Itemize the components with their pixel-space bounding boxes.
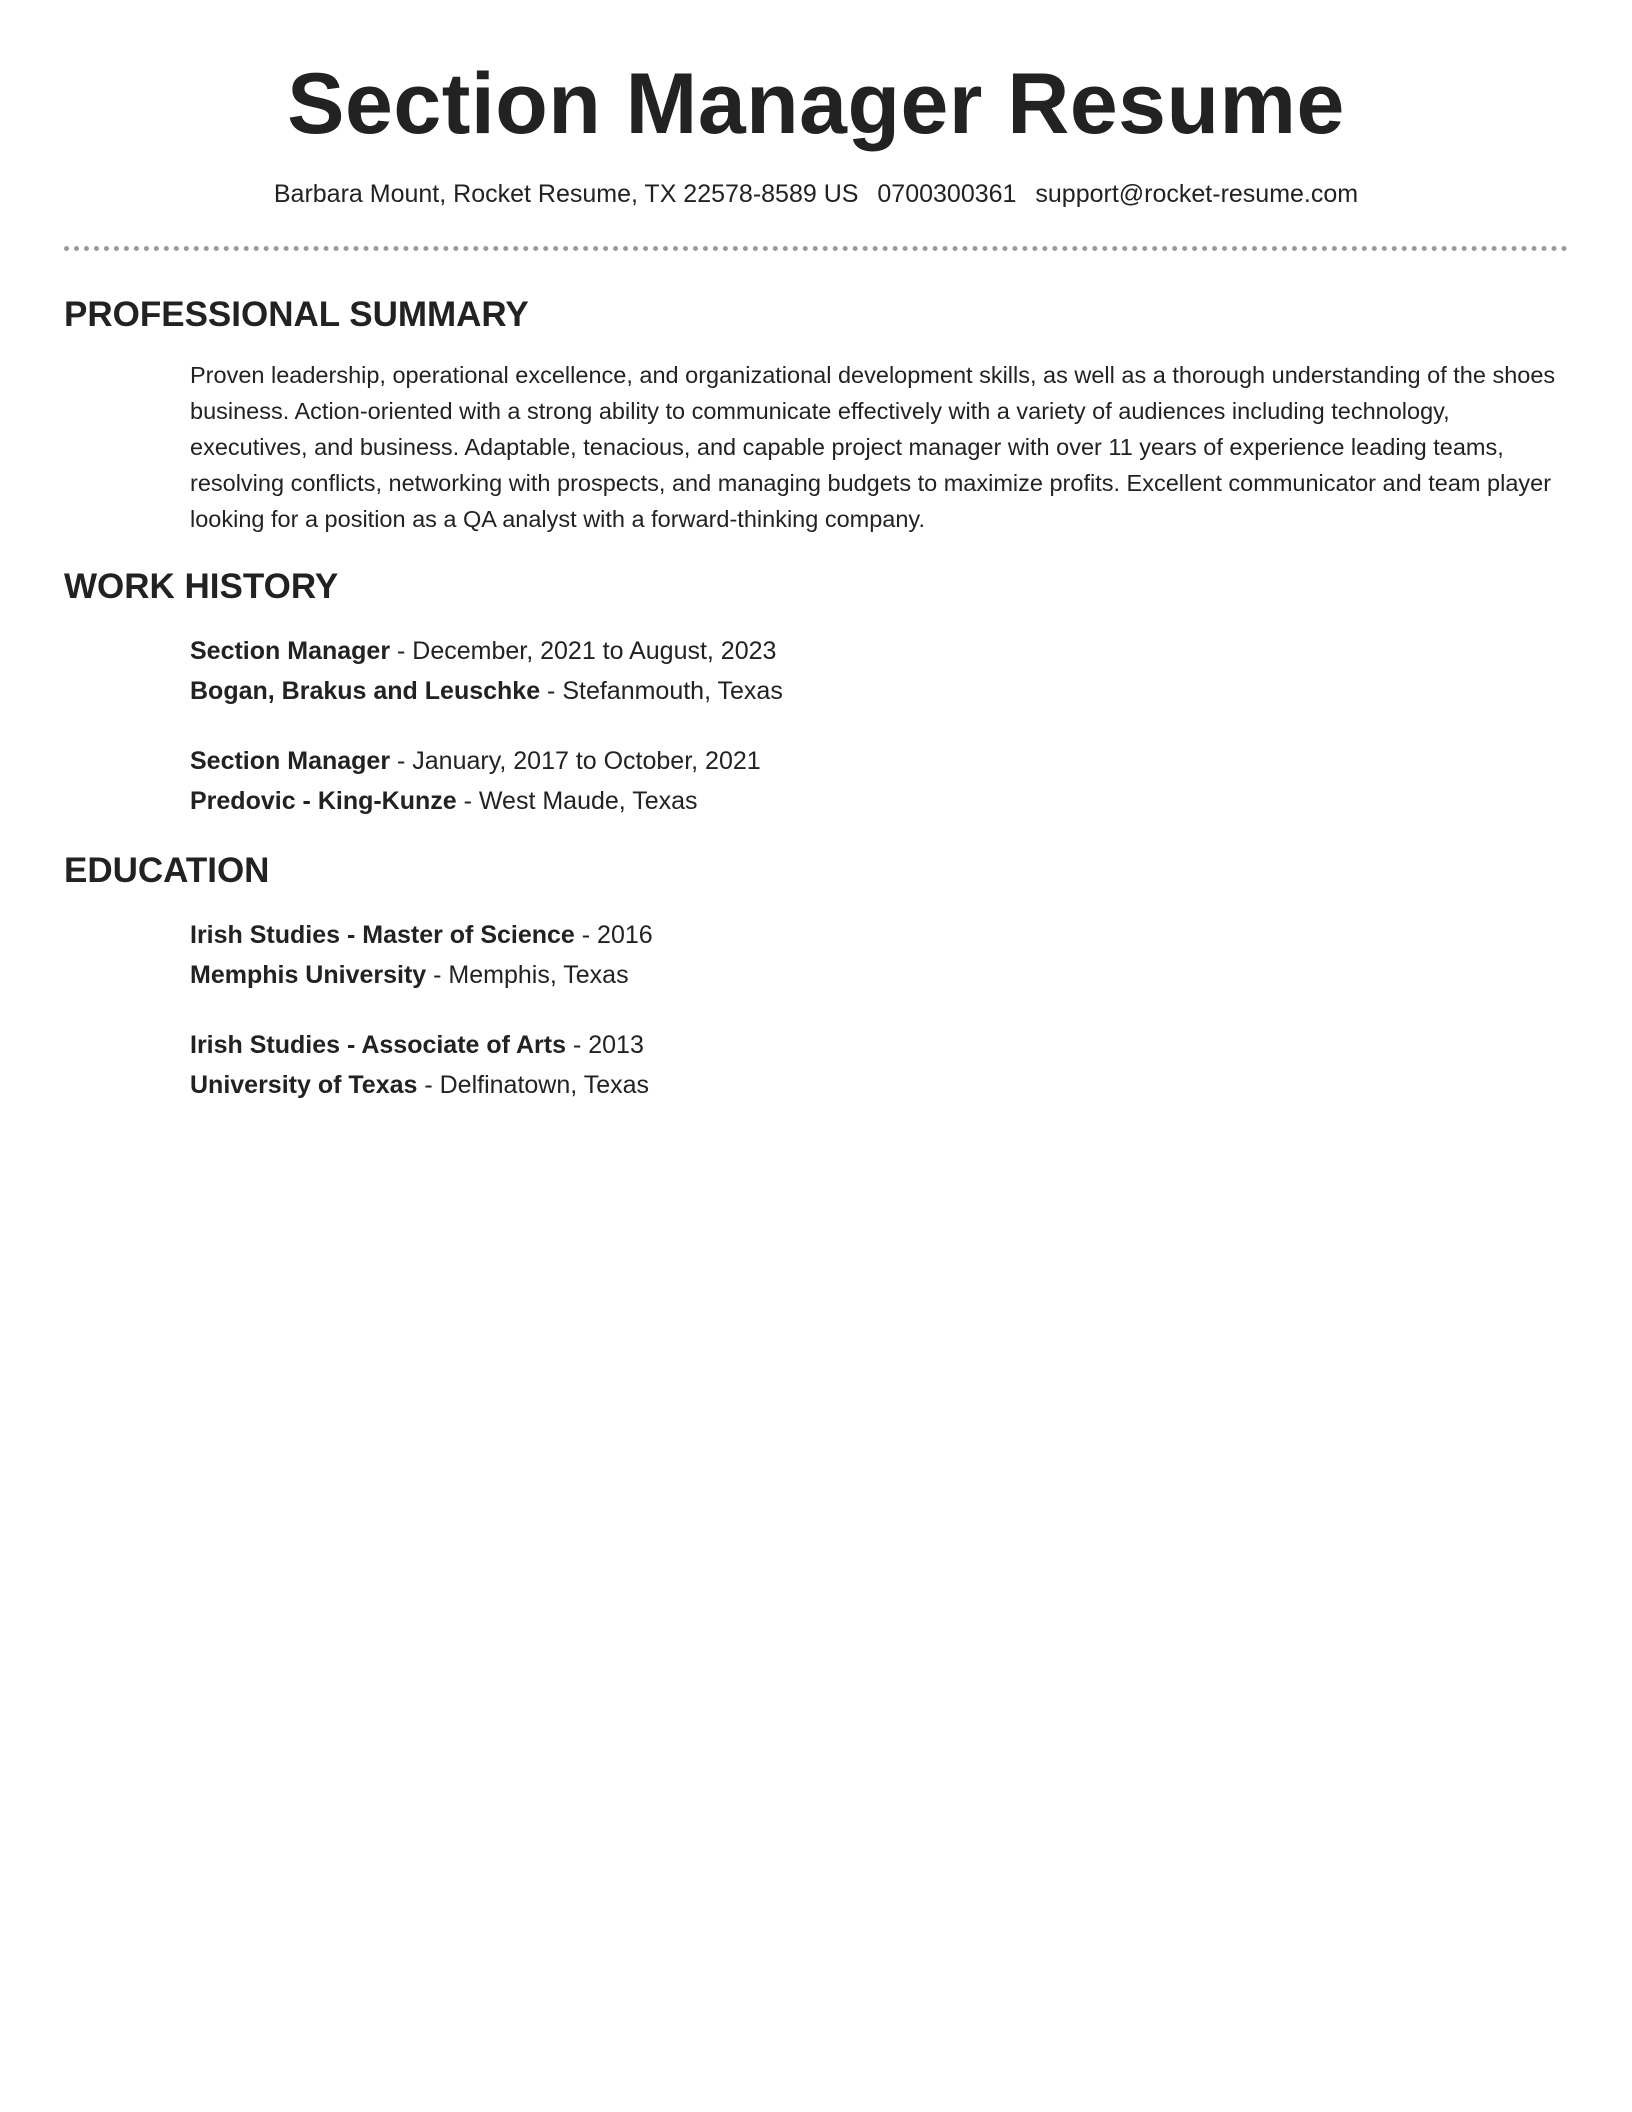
job-location: - West Maude, Texas: [456, 787, 698, 815]
contact-address: Barbara Mount, Rocket Resume, TX 22578-8589 US: [273, 180, 859, 208]
school: University of Texas: [190, 1071, 418, 1099]
job-dates: - December, 2021 to August, 2023: [390, 637, 777, 665]
education-entry: [190, 915, 1568, 995]
school-location: - Memphis, Texas: [426, 961, 629, 989]
school: Memphis University: [190, 961, 427, 989]
job-company: Predovic - King-Kunze: [190, 787, 457, 815]
education-entry: [190, 1025, 1568, 1105]
education-section: [190, 915, 1568, 1105]
degree: Irish Studies - Associate of Arts: [190, 1031, 567, 1059]
job-company: Bogan, Brakus and Leuschke: [190, 677, 541, 705]
job-title: Section Manager: [190, 637, 391, 665]
degree-line: [190, 915, 1568, 955]
job-company-line: [190, 671, 1568, 711]
contact-line: [64, 178, 1568, 210]
summary-text: Proven leadership, operational excellence, and organizational development skills, as well as a thorough understanding of the shoes business. Action-oriented with a strong ability to communicate effectively with a variety of audiences including technology, executives, and business. Adaptable, tenacious, and capable project manager with over 11 years of experience leading teams, resolving conflicts, networking with prospects, and managing budgets to maximize profits. Excellent communicator and team player looking for a position as a QA analyst with a forward-thinking company.: [190, 362, 1556, 532]
school-location: - Delfinatown, Texas: [417, 1071, 649, 1099]
summary-heading: PROFESSIONAL SUMMARY: [64, 295, 529, 334]
degree-year: - 2016: [574, 921, 653, 949]
contact-email: support@rocket-resume.com: [1035, 180, 1359, 208]
job-entry: [190, 741, 1568, 821]
job-title-line: [190, 741, 1568, 781]
school-line: [190, 955, 1568, 995]
job-entry: [190, 631, 1568, 711]
job-company-line: [190, 781, 1568, 821]
degree-year: - 2013: [566, 1031, 644, 1059]
job-title: Section Manager: [190, 747, 391, 775]
work-history-section: [190, 631, 1568, 821]
job-dates: - January, 2017 to October, 2021: [390, 747, 761, 775]
degree: Irish Studies - Master of Science: [190, 921, 575, 949]
job-location: - Stefanmouth, Texas: [540, 677, 783, 705]
contact-phone: 0700300361: [877, 180, 1017, 208]
school-line: [190, 1065, 1568, 1105]
header-divider: [64, 246, 1568, 251]
work-history-heading: WORK HISTORY: [64, 567, 339, 606]
resume-page: [64, 0, 1568, 1105]
page-title: Section Manager Resume: [287, 56, 1345, 152]
summary-section: [190, 357, 1568, 537]
job-title-line: [190, 631, 1568, 671]
education-heading: EDUCATION: [64, 851, 270, 890]
degree-line: [190, 1025, 1568, 1065]
